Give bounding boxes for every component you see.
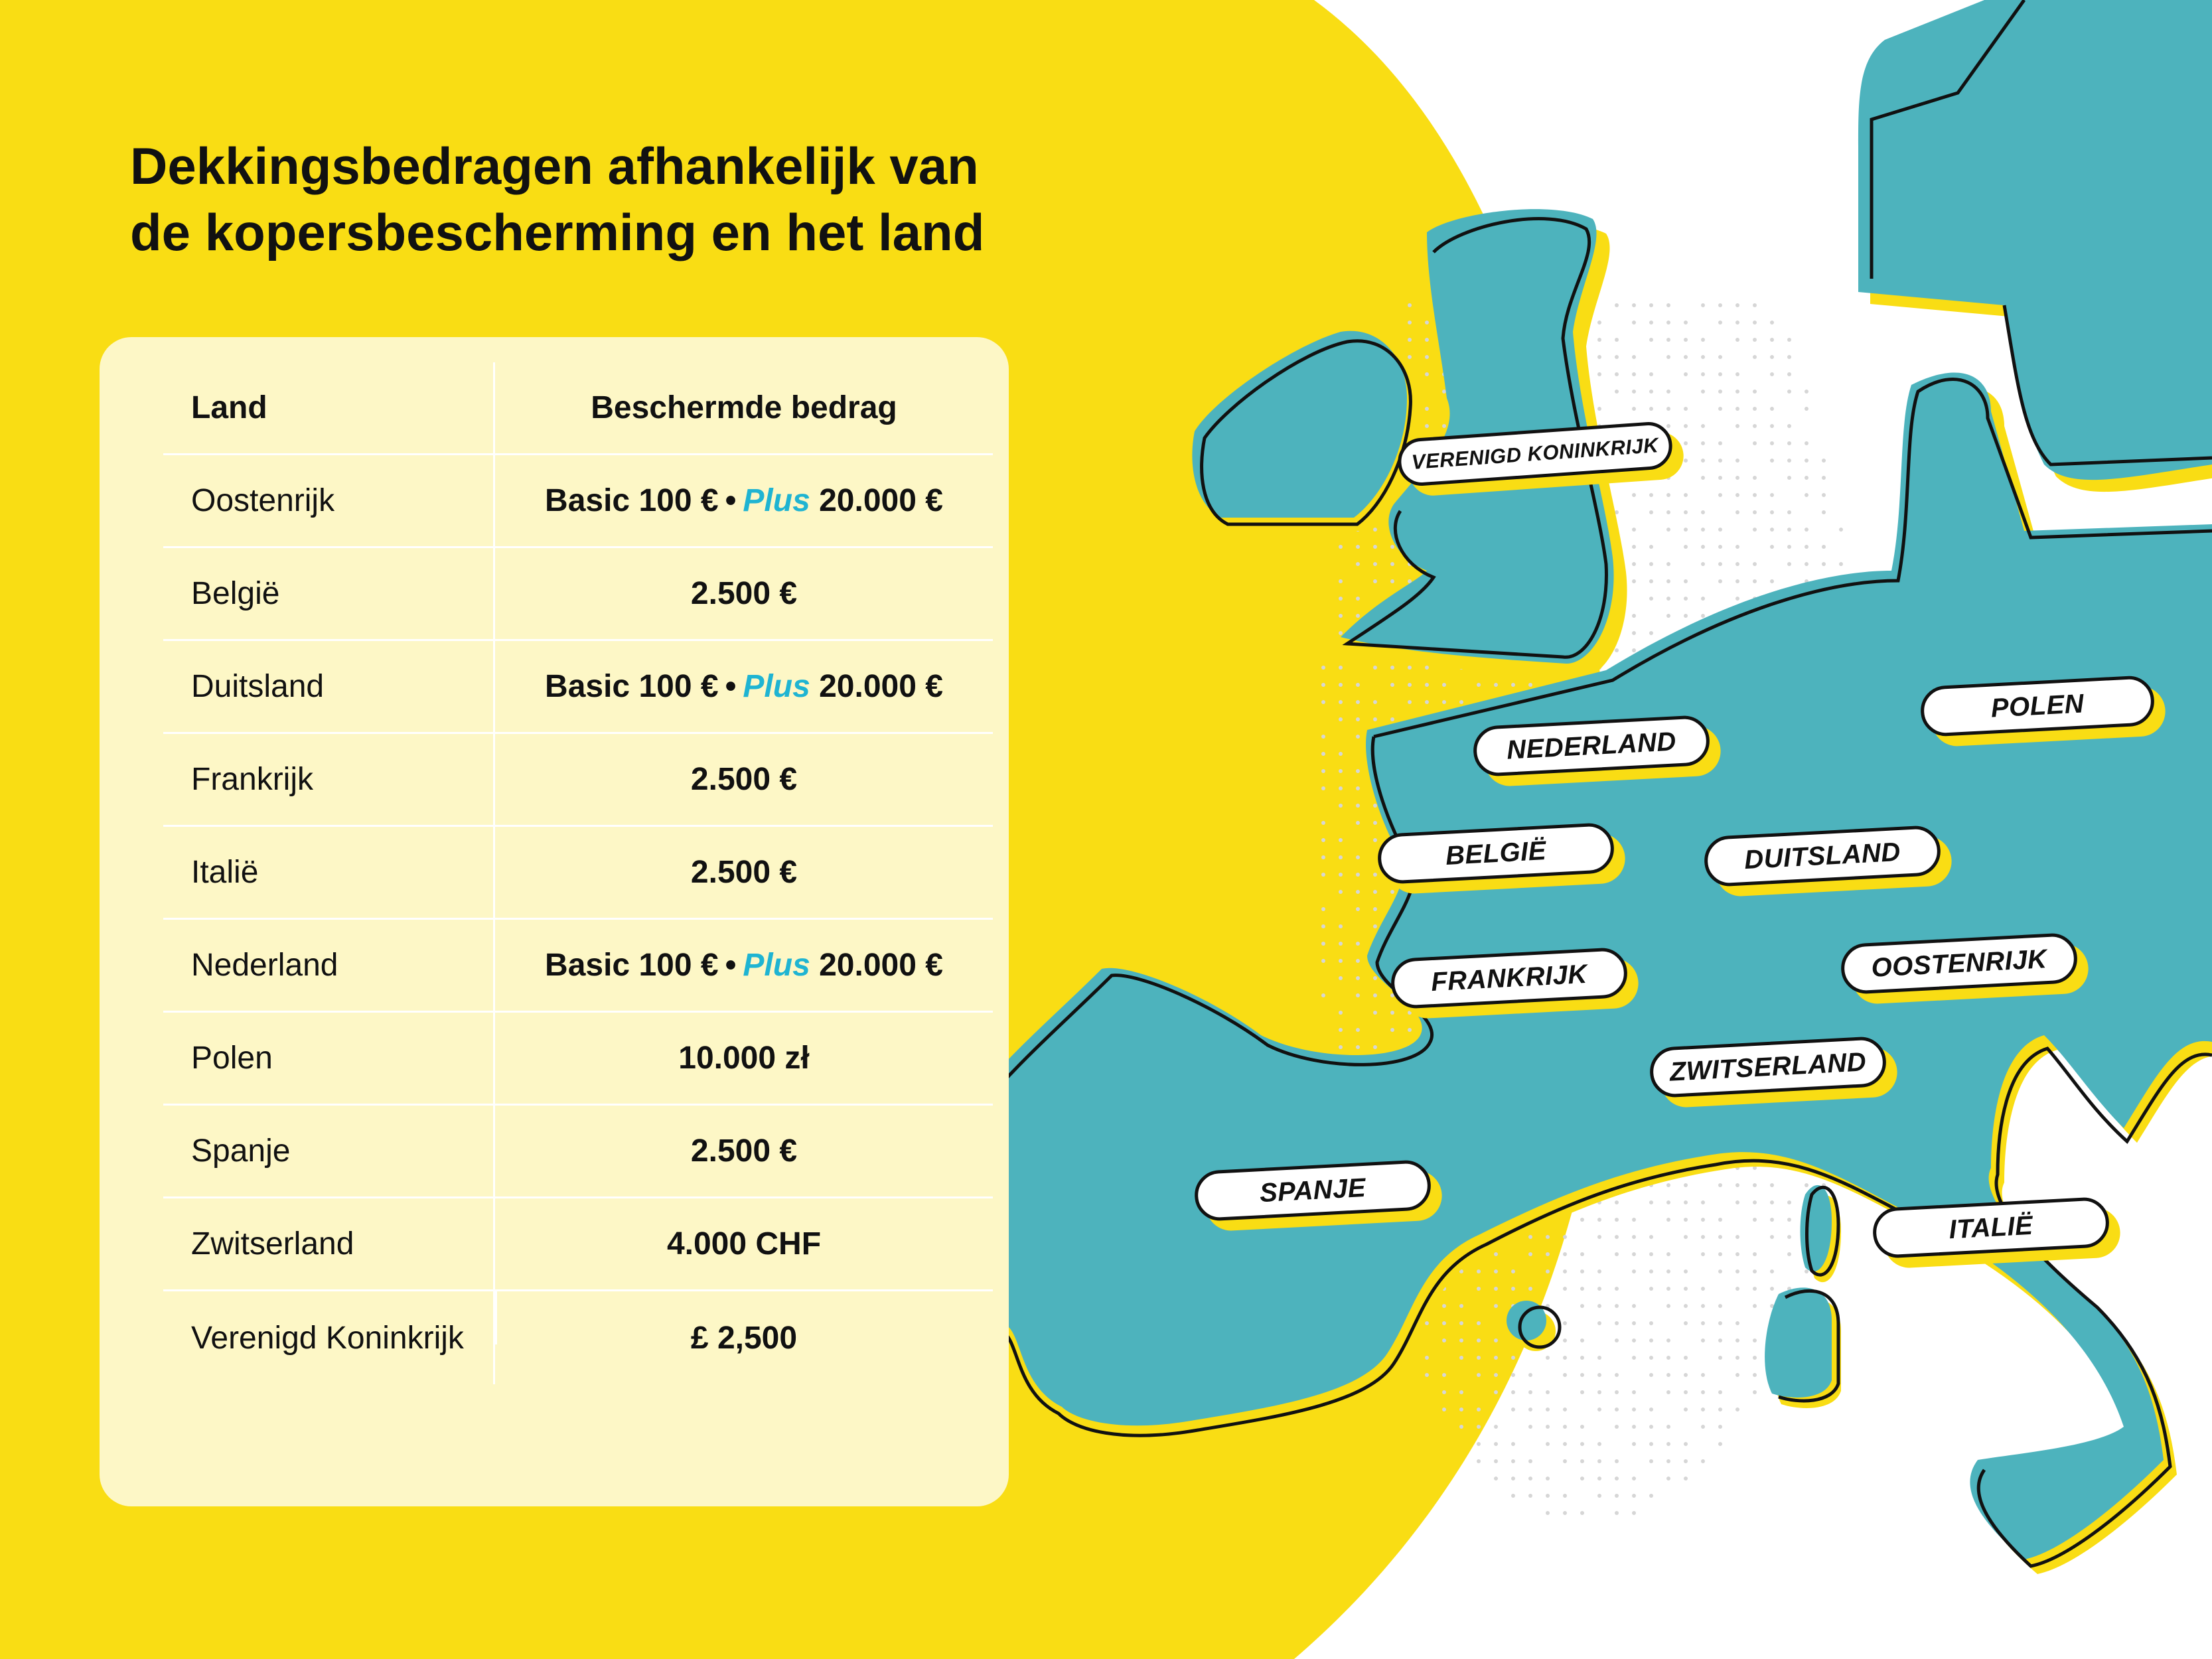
corsica-shape — [1801, 1185, 1842, 1282]
plus-amount: 20.000 € — [819, 483, 943, 518]
table-cell-amount — [495, 641, 993, 734]
title-line-2: de kopersbescherming en het land — [130, 203, 985, 261]
title-line-1: Dekkingsbedragen afhankelijk van — [130, 137, 979, 195]
table-cell-country: Italië — [163, 827, 495, 920]
plus-label: Plus — [743, 483, 810, 518]
plus-label: Plus — [743, 669, 810, 704]
table-cell-amount: 2.500 € — [495, 1106, 993, 1198]
map-label-frankrijk: FRANKRIJK — [1390, 947, 1628, 1010]
basic-amount: Basic 100 € — [545, 483, 719, 518]
table-cell-country: Oostenrijk — [163, 455, 495, 548]
table-cell-country: Spanje — [163, 1106, 495, 1198]
table-cell-amount — [495, 920, 993, 1013]
table-cell-country: Nederland — [163, 920, 495, 1013]
table-cell-amount — [495, 455, 993, 548]
column-header-country: Land — [163, 362, 495, 455]
table-cell-country: Duitsland — [163, 641, 495, 734]
map-label-spanje: SPANJE — [1193, 1159, 1432, 1222]
map-label-polen: POLEN — [1919, 675, 2155, 737]
separator-dot: • — [725, 669, 737, 704]
column-header-amount: Beschermde bedrag — [495, 362, 993, 455]
table-cell-country: Polen — [163, 1013, 495, 1106]
table-cell-country: Frankrijk — [163, 734, 495, 827]
column-divider — [495, 1291, 497, 1344]
page-title — [130, 133, 1033, 265]
table-cell-amount: 2.500 € — [495, 734, 993, 827]
ireland-shape — [1192, 331, 1419, 531]
table-cell-amount: 4.000 CHF — [495, 1198, 993, 1291]
balearic-island-shape — [1507, 1301, 1560, 1351]
basic-amount: Basic 100 € — [545, 948, 719, 983]
plus-amount: 20.000 € — [819, 948, 943, 983]
basic-amount: Basic 100 € — [545, 669, 719, 704]
map-label-nederland: NEDERLAND — [1472, 715, 1710, 778]
table-cell-country: België — [163, 548, 495, 641]
map-label-belgie: BELGIË — [1376, 822, 1615, 885]
table-cell-amount: 10.000 zł — [495, 1013, 993, 1106]
map-label-oostenrijk: OOSTENRIJK — [1840, 932, 2078, 995]
table-cell-amount: 2.500 € — [495, 548, 993, 641]
map-label-zwitserland: ZWITSERLAND — [1649, 1036, 1887, 1099]
coverage-table — [100, 337, 1009, 1506]
table-grid — [163, 362, 993, 1384]
plus-label: Plus — [743, 948, 810, 983]
separator-dot: • — [725, 483, 737, 518]
sardinia-shape — [1765, 1287, 1841, 1408]
map-label-italie: ITALIË — [1872, 1196, 2110, 1260]
map-label-duitsland: DUITSLAND — [1703, 825, 1941, 888]
table-cell-amount: 2.500 € — [495, 827, 993, 920]
map-label-verenigd-koninkrijk: VERENIGD KONINKRIJK — [1396, 421, 1674, 488]
table-cell-amount: £ 2,500 — [690, 1320, 798, 1356]
table-cell-country: Verenigd Koninkrijk — [163, 1291, 495, 1384]
table-cell-country: Zwitserland — [163, 1198, 495, 1291]
plus-amount: 20.000 € — [819, 669, 943, 704]
separator-dot: • — [725, 948, 737, 983]
